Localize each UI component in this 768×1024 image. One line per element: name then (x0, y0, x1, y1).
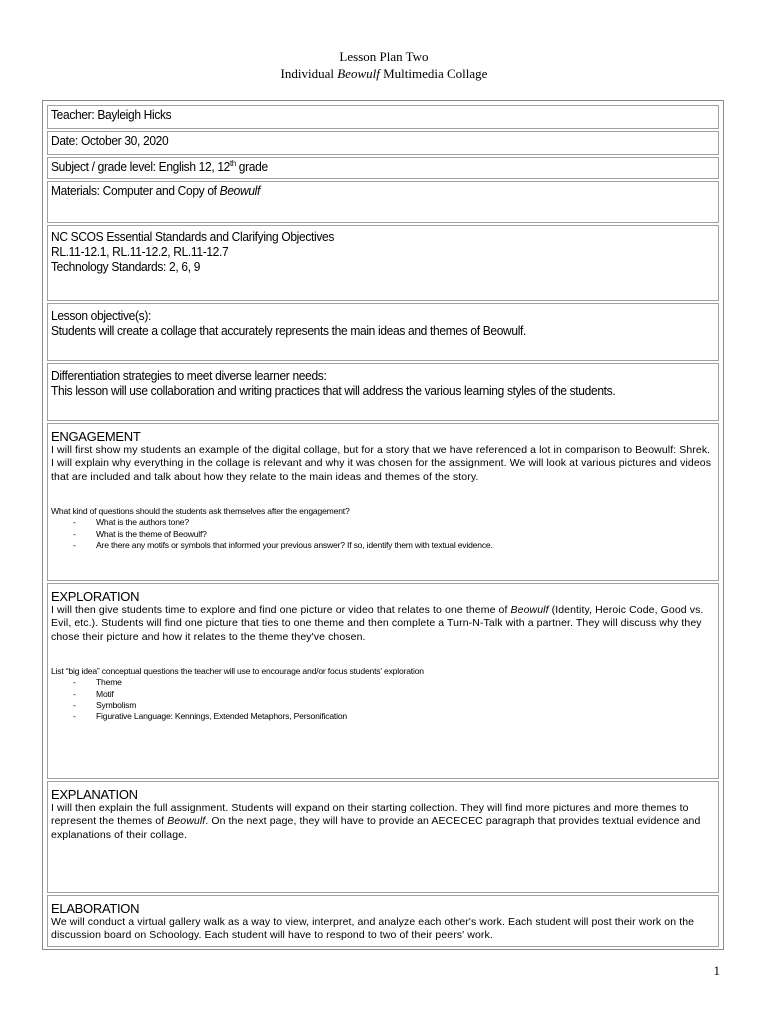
standards-line-2: RL.11-12.1, RL.11-12.2, RL.11-12.7 (51, 245, 229, 259)
title-line-2-post: Multimedia Collage (379, 66, 488, 81)
title-line-2-italic: Beowulf (337, 66, 380, 81)
exploration-text-post: (Identity, Heroic Code, Good vs. Evil, etc.). Students will find one picture that ties to one theme and then complete a Turn-N-Talk with a partner. They will discuss why they chose their picture and how it relates to the theme they've chosen. (51, 604, 704, 643)
subject-post: grade (235, 160, 268, 174)
date-cell (47, 131, 719, 155)
exploration-cell (47, 583, 719, 779)
list-item: - Figurative Language: Kennings, Extended Metaphors, Personification (73, 711, 715, 722)
subject-cell (47, 157, 719, 179)
list-item: - Motif (73, 689, 715, 700)
exploration-question: List “big idea” conceptual questions the teacher will use to encourage and/or focus students' exploration (51, 666, 424, 677)
list-item: - What is the theme of Beowulf? (73, 529, 715, 540)
explanation-text-post: . On the next page, they will have to provide an AECECEC paragraph that provides textual evidence and explanations of their collage. (51, 815, 701, 841)
objective-text: Students will create a collage that accurately represents the main ideas and themes of Beowulf. (51, 324, 527, 338)
elaboration-text: We will conduct a virtual gallery walk as a way to view, interpret, and analyze each other's work. Each student will post their work on the discussion board on Schoology. Each student will have to respond to two of their peers' work. (51, 916, 695, 942)
standards-line-1: NC SCOS Essential Standards and Clarifying Objectives (51, 230, 334, 244)
page-number: 1 (713, 963, 720, 978)
materials-text (51, 184, 688, 199)
title-line-1: Lesson Plan Two (339, 49, 429, 64)
objective-label: Lesson objective(s): (51, 309, 152, 323)
standards-line-3: Technology Standards: 2, 6, 9 (51, 260, 201, 274)
engagement-question: What kind of questions should the students ask themselves after the engagement? (51, 506, 350, 517)
teacher-text: Teacher: Bayleigh Hicks (51, 108, 172, 122)
engagement-list (51, 517, 715, 551)
materials-cell (47, 181, 719, 223)
list-item: - What is the authors tone? (73, 517, 715, 528)
exploration-title: EXPLORATION (51, 589, 140, 604)
materials-pre: Materials: Computer and Copy of (51, 184, 220, 198)
explanation-text (51, 802, 715, 842)
engagement-title: ENGAGEMENT (51, 429, 141, 444)
title-line-2 (0, 65, 768, 82)
teacher-cell (47, 105, 719, 129)
differentiation-text: This lesson will use collaboration and writing practices that will address the various learning styles of the students. (51, 384, 616, 398)
exploration-text-italic: Beowulf (510, 604, 549, 616)
subject-text (51, 160, 688, 175)
engagement-text: I will first show my students an example of the digital collage, but for a story that we have referenced a lot in comparison to Beowulf: Shrek. I will explain why everything in the collage is relevant and why it was chosen for the assignment. We will look at various pictures and videos that are included and talk about how they relate to the main ideas and themes of the story. (51, 444, 712, 483)
list-item: - Are there any motifs or symbols that informed your previous answer? If so, identify them with textual evidence. (73, 540, 715, 551)
lesson-plan-table (42, 100, 724, 950)
engagement-cell (47, 423, 719, 581)
explanation-text-pre: I will then explain the full assignment. Students will expand on their starting collection. They will find more pictures and more themes to represent the themes of (51, 802, 689, 828)
subject-sup: th (230, 158, 236, 168)
differentiation-cell (47, 363, 719, 421)
explanation-cell (47, 781, 719, 893)
list-item: - Theme (73, 677, 715, 688)
exploration-list (51, 677, 715, 722)
subject-pre: Subject / grade level: English 12, 12 (51, 160, 231, 174)
materials-italic: Beowulf (219, 184, 261, 198)
objective-cell (47, 303, 719, 361)
differentiation-label: Differentiation strategies to meet diverse learner needs: (51, 369, 327, 383)
title-line-2-pre: Individual (280, 66, 338, 81)
elaboration-cell (47, 895, 719, 947)
list-item: - Symbolism (73, 700, 715, 711)
elaboration-title: ELABORATION (51, 901, 140, 916)
explanation-title: EXPLANATION (51, 787, 138, 802)
exploration-text-pre: I will then give students time to explore and find one picture or video that relates to one theme of (51, 604, 511, 616)
date-text: Date: October 30, 2020 (51, 134, 169, 148)
document-title (0, 48, 768, 82)
standards-cell (47, 225, 719, 301)
explanation-text-italic: Beowulf (167, 815, 206, 828)
exploration-text (51, 604, 715, 644)
